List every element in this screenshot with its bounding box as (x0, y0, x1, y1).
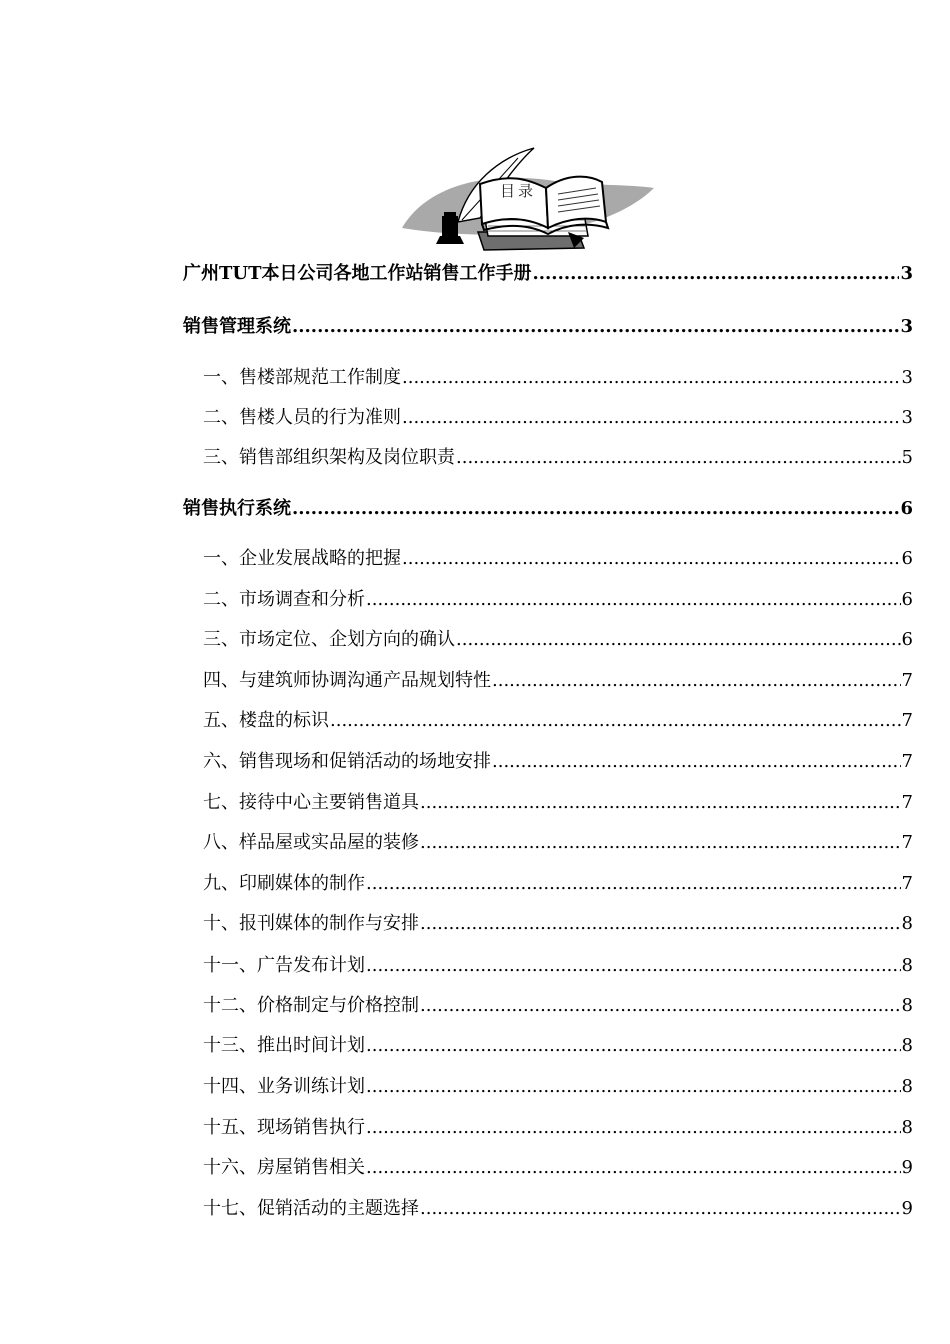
toc-entry[interactable] (203, 909, 913, 935)
toc-entry-label: 八、样品屋或实品屋的装修 (203, 832, 419, 853)
dot-leader (330, 710, 901, 731)
toc-entry[interactable] (203, 1194, 913, 1220)
dot-leader (420, 995, 901, 1016)
toc-page-number: 5 (901, 447, 913, 468)
toc-entry-label: 十二、价格制定与价格控制 (203, 995, 419, 1016)
toc-entry[interactable] (203, 788, 913, 814)
toc-page-number: 7 (901, 832, 913, 853)
toc-page-number: 6 (901, 548, 913, 569)
toc-entry[interactable] (203, 747, 913, 773)
toc-page-number: 3 (901, 367, 913, 388)
dot-leader (366, 955, 901, 976)
dot-leader (366, 589, 901, 610)
toc-page-number: 7 (901, 710, 913, 731)
dot-leader (456, 629, 901, 650)
toc-entry-label: 十三、推出时间计划 (203, 1035, 365, 1056)
toc-entry[interactable] (203, 625, 913, 651)
toc-page-number: 8 (901, 995, 913, 1016)
toc-page-number: 6 (901, 629, 913, 650)
toc-entry[interactable] (203, 828, 913, 854)
toc-entry[interactable] (203, 951, 913, 977)
dot-leader (492, 670, 901, 691)
dot-leader (420, 913, 901, 934)
toc-page-number: 3 (900, 316, 913, 337)
toc-page-number: 7 (901, 792, 913, 813)
toc-entry-label: 十七、促销活动的主题选择 (203, 1198, 419, 1219)
toc-page-number: 9 (901, 1157, 913, 1178)
toc-page-number: 8 (901, 1035, 913, 1056)
dot-leader (420, 832, 901, 853)
dot-leader (366, 873, 901, 894)
toc-page-number: 9 (901, 1198, 913, 1219)
dot-leader (420, 1198, 901, 1219)
toc-entry-label: 销售执行系统 (183, 498, 291, 519)
dot-leader (533, 263, 900, 284)
toc-page-number: 6 (900, 498, 913, 519)
book-and-quill-icon (398, 144, 656, 262)
toc-entry[interactable] (203, 363, 913, 389)
dot-leader (402, 548, 901, 569)
dot-leader (366, 1076, 901, 1097)
toc-entry-label: 十一、广告发布计划 (203, 955, 365, 976)
dot-leader (366, 1157, 901, 1178)
toc-entry[interactable] (203, 544, 913, 570)
toc-entry[interactable] (203, 706, 913, 732)
dot-leader (456, 447, 901, 468)
toc-entry-label: 九、印刷媒体的制作 (203, 873, 365, 894)
toc-page-number: 3 (901, 407, 913, 428)
toc-entry-label: 七、接待中心主要销售道具 (203, 792, 419, 813)
toc-entry-label: 一、售楼部规范工作制度 (203, 367, 401, 388)
toc-entry-label: 四、与建筑师协调沟通产品规划特性 (203, 670, 491, 691)
toc-page-number: 3 (900, 263, 913, 284)
dot-leader (402, 407, 901, 428)
toc-entry-label: 二、售楼人员的行为准则 (203, 407, 401, 428)
toc-entry[interactable] (203, 1153, 913, 1179)
toc-entry[interactable] (183, 259, 913, 285)
toc-page-number: 7 (901, 873, 913, 894)
toc-page-number: 7 (901, 670, 913, 691)
toc-page-number: 7 (901, 751, 913, 772)
toc-entry[interactable] (203, 1113, 913, 1139)
toc-page-number: 8 (901, 1117, 913, 1138)
toc-page-number: 6 (901, 589, 913, 610)
toc-entry-label: 一、企业发展战略的把握 (203, 548, 401, 569)
toc-entry-label: 广州TUT本日公司各地工作站销售工作手册 (183, 263, 532, 284)
toc-entry-label: 六、销售现场和促销活动的场地安排 (203, 751, 491, 772)
dot-leader (366, 1117, 901, 1138)
toc-entry-label: 十四、业务训练计划 (203, 1076, 365, 1097)
toc-page-number: 8 (901, 1076, 913, 1097)
toc-entry-label: 十六、房屋销售相关 (203, 1157, 365, 1178)
toc-entry-label: 销售管理系统 (183, 316, 291, 337)
toc-entry[interactable] (203, 869, 913, 895)
toc-entry[interactable] (203, 403, 913, 429)
toc-entry[interactable] (203, 991, 913, 1017)
toc-entry[interactable] (203, 666, 913, 692)
toc-page-number: 8 (901, 955, 913, 976)
toc-entry[interactable] (203, 585, 913, 611)
dot-leader (366, 1035, 901, 1056)
dot-leader (492, 751, 901, 772)
toc-entry-label: 五、楼盘的标识 (203, 710, 329, 731)
dot-leader (420, 792, 901, 813)
toc-entry[interactable] (183, 312, 913, 338)
toc-entry-label: 三、市场定位、企划方向的确认 (203, 629, 455, 650)
toc-entry[interactable] (183, 494, 913, 520)
toc-entry-label: 十五、现场销售执行 (203, 1117, 365, 1138)
toc-entry-label: 二、市场调查和分析 (203, 589, 365, 610)
toc-page-number: 8 (901, 913, 913, 934)
toc-entry[interactable] (203, 443, 913, 469)
dot-leader (402, 367, 901, 388)
clipart-title: 目录 (500, 182, 537, 200)
dot-leader (292, 316, 899, 337)
toc-entry-label: 三、销售部组织架构及岗位职责 (203, 447, 455, 468)
toc-entry-label: 十、报刊媒体的制作与安排 (203, 913, 419, 934)
dot-leader (292, 498, 899, 519)
toc-entry[interactable] (203, 1072, 913, 1098)
toc-entry[interactable] (203, 1031, 913, 1057)
